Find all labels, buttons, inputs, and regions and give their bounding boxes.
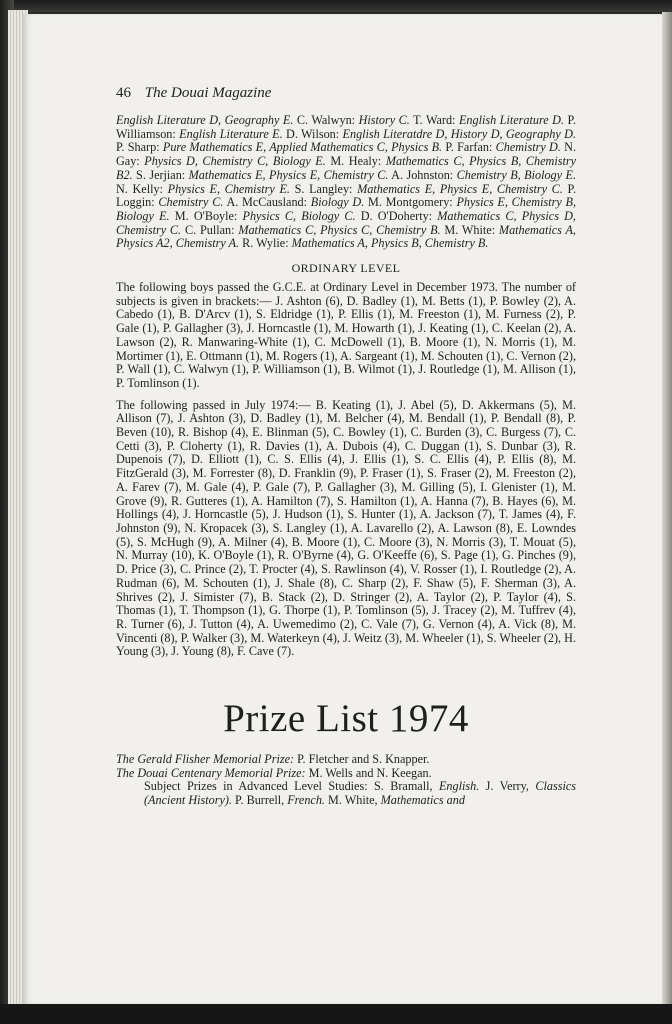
prize-list-title: Prize List 1974 (223, 697, 469, 741)
subject-grades: Physics E, Chemistry B, Biology E. (116, 195, 577, 223)
prize-name: The Gerald Flisher Memorial Prize: (116, 752, 295, 767)
subject-grades: Physics E, Chemistry E. (167, 181, 290, 196)
prize-winners: M. Wells and N. Keegan. (305, 765, 432, 780)
student-name: R. Wylie: (239, 236, 292, 251)
student-name: T. Ward: (409, 113, 459, 127)
subject-grades: English Literature E. (179, 126, 283, 141)
student-name: S. Jerjian: (132, 167, 189, 182)
student-name: M. O'Boyle: (169, 208, 243, 223)
advanced-level-results (116, 114, 576, 251)
subject-grades: Mathematics A, Physics B, Chemistry B. (291, 236, 489, 251)
subject-grades: Physics C, Biology C. (242, 208, 356, 223)
student-name: P. Farfan: (442, 140, 496, 155)
student-name: S. Langley: (289, 181, 358, 196)
student-name: A. Johnston: (388, 167, 457, 182)
student-name: M. Healy: (325, 154, 386, 169)
subject-grades: Mathematics E, Physics E, Chemistry C. (188, 167, 389, 182)
subject-grades: English Literature D, Geography E. (116, 113, 294, 127)
magazine-title: The Douai Magazine (144, 85, 272, 101)
page-content (116, 84, 576, 808)
student-name: J. Verry, (479, 779, 536, 794)
subject-grades: History C. (358, 113, 410, 127)
student-name: M. White: (440, 222, 499, 237)
subject-grades: Physics D, Chemistry C, Biology E. (144, 154, 326, 169)
student-name: D. Wilson: (282, 126, 343, 141)
subject-grades: Classics (Ancient History). (144, 779, 576, 808)
subject-grades: Mathematics and (380, 793, 465, 808)
subject-grades: Mathematics E, Physics E, Chemistry C. (357, 181, 563, 196)
page-right-edge (662, 12, 672, 1006)
student-name: D. O'Doherty: (355, 208, 438, 223)
scan-bottom-edge (0, 1004, 672, 1024)
student-name: N. Kelly: (116, 181, 168, 196)
prize-name: The Douai Centenary Memorial Prize: (116, 765, 306, 780)
subject-grades: Chemistry B, Biology E. (456, 167, 576, 182)
subject-grades: English Literature D. (458, 113, 565, 127)
prize-winners: P. Fletcher and S. Knapper. (294, 752, 430, 767)
student-name: M. White, (324, 793, 381, 808)
july-results: The following passed in July 1974:— B. Keating (1), J. Abel (5), D. Akkermans (5), M. Allison (7), J. Ashton (3), D. Badley (1), M. Belcher (4), M. Bendall (1), P. Bendall (8), P. Beven (10), R. Bishop (4), E. Blinman (5), C. Bowley (1), C. Burden (3), C. Burgess (7), C. Cetti (3), P. Cloherty (1), R. Davies (1), A. Dubois (4), C. Duggan (1), S. Dunbar (3), R. Dupenois (7), D. Elliott (1), C. S. Ellis (4), J. Ellis (1), S. C. Ellis (4), P. Ellis (8), M. FitzGerald (3), M. Forrester (8), D. Franklin (9), P. Fraser (1), S. Fraser (2), M. Freeston (2), A. Farev (7), M. Gale (4), P. Gale (7), P. Gallagher (3), M. Gilling (5), I. Glenister (1), M. Grove (9), R. Gutteres (1), A. Hamilton (7), S. Hamilton (1), A. Hanna (7), B. Hayes (6), M. Hollings (4), J. Horncastle (5), J. Hudson (1), S. Hunter (1), A. Jackson (7), T. James (4), F. Johnston (9), N. Kropacek (3), S. Langley (1), A. Lavarello (2), A. Lawson (8), E. Lowndes (5), S. McHugh (9), A. Milner (4), B. Moore (1), C. Moore (3), N. Morris (3), T. Mouat (5), N. Murray (10), K. O'Boyle (1), R. O'Byrne (4), G. O'Keeffe (6), S. Page (1), G. Pinches (9), D. Price (3), C. Prince (2), T. Procter (4), S. Rawlinson (4), V. Rosser (1), I. Routledge (2), A. Rudman (6), M. Schouten (1), J. Shale (8), C. Sharp (2), F. Shaw (5), F. Sherman (3), A. Shrives (2), J. Simister (7), B. Stack (2), D. Stringer (2), A. Taylor (2), P. Taylor (4), S. Thomas (1), T. Thompson (1), G. Thorpe (1), P. Tomlinson (5), J. Tracey (2), M. Tuffrev (4), R. Turner (6), J. Tutton (4), A. Uwemedimo (2), C. Vale (7), G. Vernon (4), A. Vick (8), M. Vincenti (8), P. Walker (3), M. Waterkeyn (4), J. Weitz (3), M. Wheeler (1), S. Wheeler (2), H. Young (3), J. Young (8), F. Cave (7). (116, 397, 576, 659)
ordinary-level-heading: ORDINARY LEVEL (291, 261, 401, 276)
scan-top-edge (0, 0, 672, 12)
student-name: C. Walwyn: (293, 113, 359, 127)
running-head (116, 84, 576, 102)
prize-line-centenary (116, 767, 576, 781)
subject-grades: Mathematics C, Physics D, Chemistry C. (116, 208, 576, 237)
student-name: C. Pullan: (181, 222, 239, 237)
subject-grades: Pure Mathematics E, Applied Mathematics C, Physics B. (162, 140, 443, 155)
prize-line-flisher (116, 753, 576, 767)
subject-prizes (116, 780, 576, 807)
student-name: P. Williamson: (116, 113, 576, 141)
subject-grades: French. (287, 793, 325, 808)
prize-list (116, 753, 576, 808)
student-name: P. Sharp: (116, 140, 163, 155)
student-name: Subject Prizes in Advanced Level Studies: S. Bramall, (144, 779, 439, 794)
subject-grades: Chemistry C. (158, 195, 224, 210)
page-number: 46 (116, 85, 131, 101)
subject-grades: Mathematics C, Physics C, Chemistry B. (238, 222, 441, 237)
student-name: P. Burrell, (232, 793, 288, 808)
subject-grades: Mathematics C, Physics B, Chemistry B2. (116, 154, 576, 182)
student-name: P. Loggin: (116, 181, 576, 210)
december-results: The following boys passed the G.C.E. at Ordinary Level in December 1973. The number of subjects is given in brackets:— J. Ashton (6), D. Badley (1), M. Betts (1), P. Bowley (2), A. Cabedo (1), B. D'Arcv (1), S. Eldridge (1), P. Ellis (1), M. Freeston (1), M. Furness (2), P. Gale (1), P. Gallagher (3), J. Horncastle (1), M. Howarth (1), J. Keating (1), C. Keelan (2), A. Lawson (2), R. Manwaring-White (1), C. McDowell (1), B. Moore (1), N. Morris (1), M. Mortimer (1), E. Ottmann (1), M. Rogers (1), A. Sargeant (1), M. Schouten (1), C. Vernon (2), P. Wall (1), C. Walwyn (1), P. Williamson (1), B. Wilmot (1), J. Routledge (1), M. Allison (1), P. Tomlinson (1). (116, 280, 576, 390)
subject-grades: Biology D. (310, 195, 365, 210)
subject-grades: Mathematics A, Physics A2, Chemistry A. (116, 222, 576, 251)
subject-grades: Chemistry D. (495, 140, 561, 155)
student-name: N. Gay: (116, 140, 576, 169)
subject-grades: English Literatdre D, History D, Geography D. (342, 126, 576, 141)
subject-grades: English. (438, 779, 480, 794)
student-name: A. McCausland: (223, 195, 311, 210)
student-name: M. Montgomery: (364, 195, 457, 210)
